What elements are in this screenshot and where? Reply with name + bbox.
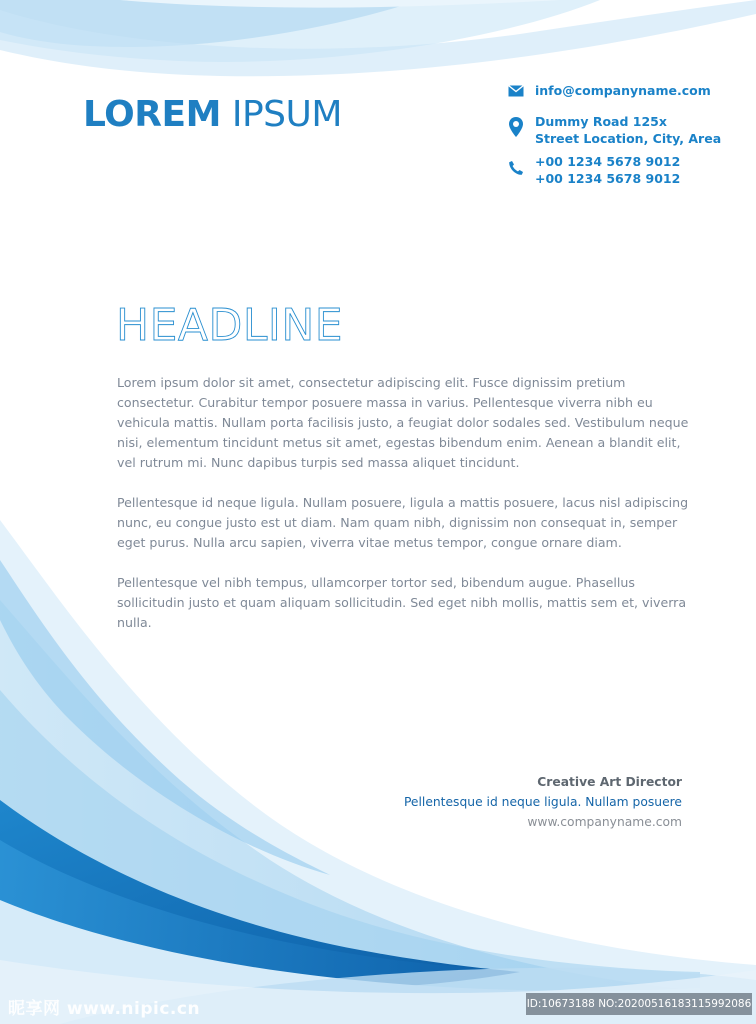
body-text [117, 373, 697, 653]
phone-icon [509, 161, 523, 179]
address-line-1: Dummy Road 125x [535, 114, 667, 129]
headline-text: HEADLINE [116, 300, 344, 351]
map-pin-icon [509, 117, 523, 141]
paragraph-2: Pellentesque id neque ligula. Nullam posuere, ligula a mattis posuere, lacus nisl adipiscing nunc, eu congue justo est ut diam. Nam quam nibh, dignissim non consequat in, semper eget purus. Nulla arcu sapien, viverra vitae metus tempor, congue ornare diam. [117, 495, 689, 550]
logo-word-light: IPSUM [231, 94, 342, 135]
logo-word-bold: LOREM [83, 94, 221, 135]
signature-subtitle: Pellentesque id neque ligula. Nullam posuere [403, 795, 682, 809]
phone-2: +00 1234 5678 9012 [535, 171, 681, 186]
paragraph-3: Pellentesque vel nibh tempus, ullamcorper tortor sed, bibendum augue. Phasellus sollicitudin justo et quam aliquam sollicitudin. Sed eget nibh mollis, mattis sem et, viverra nulla. [117, 575, 687, 630]
headline [116, 300, 343, 351]
signature-title: Creative Art Director [537, 775, 682, 789]
watermark-site: 昵享网 www.nipic.cn [8, 999, 201, 1019]
watermark-id: ID:10673188 NO:20200516183115992086 [526, 993, 752, 1015]
email-text: info@companyname.com [535, 83, 711, 98]
address-line-2: Street Location, City, Area [535, 131, 722, 146]
phone-1: +00 1234 5678 9012 [535, 154, 681, 169]
paragraph-1: Lorem ipsum dolor sit amet, consectetur adipiscing elit. Fusce dignissim pretium consectetur. Curabitur tempor posuere massa in varius. Pellentesque viverra nibh eu vehicula mattis. Nullam porta facilisis justo, a feugiat dolor sodales sed. Vestibulum neque nisi, elementum tincidunt metus sit amet, egestas bibendum enim. Aenean a blandit elit, vel rutrum mi. Nunc dapibus turpis sed massa aliquet tincidunt. [117, 375, 689, 470]
envelope-icon [508, 84, 524, 101]
signature-website: www.companyname.com [527, 815, 682, 829]
company-logo [83, 94, 342, 135]
